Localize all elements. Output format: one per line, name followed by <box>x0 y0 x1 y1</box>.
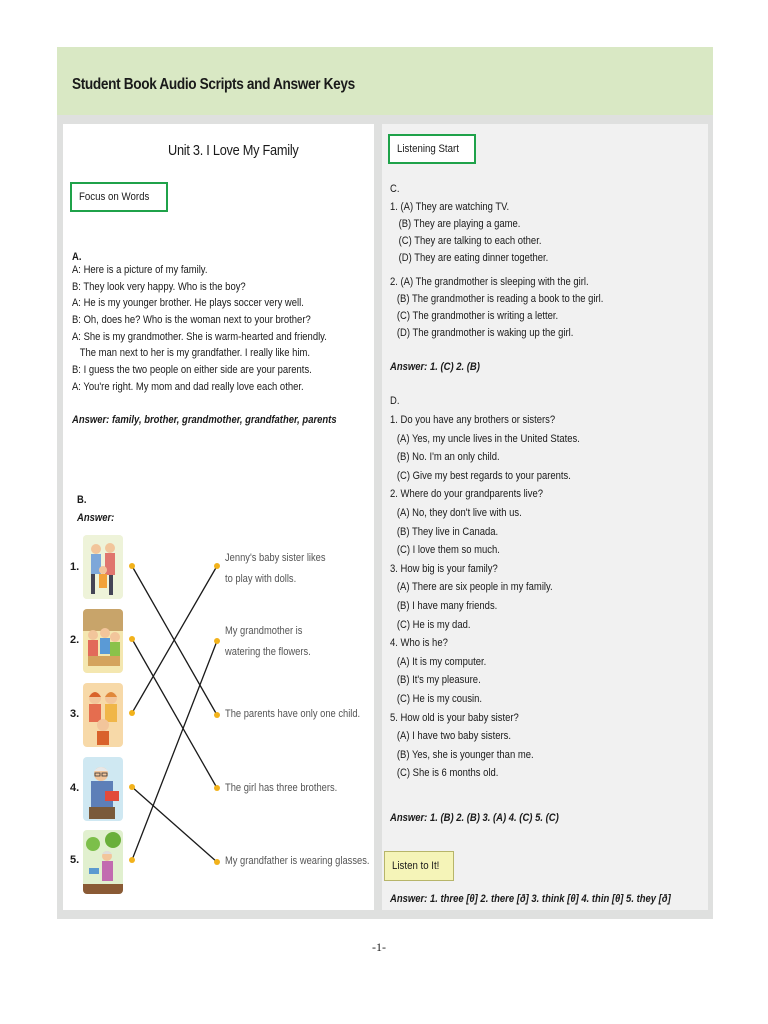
question-line: (A) Yes, my uncle lives in the United States. <box>396 432 580 445</box>
right-match-dot <box>214 859 220 865</box>
section-c-answer: Answer: 1. (C) 2. (B) <box>390 361 480 373</box>
question-line: (B) They are playing a game. <box>398 218 521 230</box>
page-number: -1- <box>372 940 386 954</box>
question-line: 2. (A) The grandmother is sleeping with the girl. <box>390 276 589 288</box>
dialogue-line: B: They look very happy. Who is the boy? <box>72 280 246 293</box>
question-line: 2. Where do your grandparents live? <box>390 488 544 501</box>
question-line: (B) No. I'm an only child. <box>396 451 500 464</box>
question-line: (B) It's my pleasure. <box>396 674 481 687</box>
dialogue-line: A: You're right. My mom and dad really love each other. <box>72 380 304 393</box>
question-line: (C) He is my dad. <box>396 618 471 631</box>
focus-on-words-tag: Focus on Words <box>70 182 168 212</box>
right-match-dot <box>214 638 220 644</box>
match-line <box>132 641 217 860</box>
question-line: 1. (A) They are watching TV. <box>390 201 510 213</box>
match-line <box>132 639 217 788</box>
match-sentence: My grandmother is watering the flowers. <box>225 625 311 658</box>
section-a-answer: Answer: family, brother, grandmother, grandfather, parents <box>72 414 337 426</box>
item-number: 3. <box>70 708 80 720</box>
section-c-label: C. <box>390 183 400 195</box>
listening-start-tag: Listening Start <box>388 134 476 164</box>
left-match-dot <box>129 636 135 642</box>
left-match-dot <box>129 857 135 863</box>
section-a-label: A. <box>72 251 82 263</box>
section-d-label: D. <box>390 395 400 407</box>
question-line: (B) I have many friends. <box>396 599 498 612</box>
question-line: (A) There are six people in my family. <box>396 581 553 594</box>
item-number: 1. <box>70 561 80 573</box>
match-sentence: The girl has three brothers. <box>225 782 338 794</box>
item-number: 5. <box>70 854 80 866</box>
question-line: (C) I love them so much. <box>396 544 500 557</box>
section-d-questions <box>390 411 580 783</box>
question-line: 1. Do you have any brothers or sisters? <box>390 414 556 426</box>
dialogue-line: A: He is my younger brother. He plays soccer very well. <box>72 297 304 310</box>
question-line: (A) I have two baby sisters. <box>396 730 511 743</box>
match-sentence: Jenny's baby sister likes to play with dolls. <box>225 552 326 585</box>
question-line: 3. How big is your family? <box>390 562 498 575</box>
question-line: (C) He is my cousin. <box>396 692 483 705</box>
listen-to-it-answer: Answer: 1. three [θ] 2. there [ð] 3. think [θ] 4. thin [θ] 5. they [ð] <box>390 893 671 905</box>
section-b-answer-label: Answer: <box>77 512 115 524</box>
question-line: (A) It is my computer. <box>396 655 487 668</box>
unit-title: Unit 3. I Love My Family <box>168 143 299 159</box>
dialogue-line: A: She is my grandmother. She is warm-hearted and friendly. <box>72 330 327 343</box>
right-match-dot <box>214 563 220 569</box>
question-line: (C) She is 6 months old. <box>396 767 499 780</box>
question-line: (C) Give my best regards to your parents. <box>396 469 571 482</box>
question-line: (C) They are talking to each other. <box>398 235 542 247</box>
left-match-dot <box>129 563 135 569</box>
match-sentence: My grandfather is wearing glasses. <box>225 855 370 867</box>
right-match-dot <box>214 712 220 718</box>
section-b-label: B. <box>77 494 87 506</box>
dialogue-line: The man next to her is my grandfather. I really like him. <box>79 347 311 360</box>
section-c-questions <box>390 199 603 342</box>
left-match-dot <box>129 784 135 790</box>
item-number: 4. <box>70 782 80 794</box>
right-match-dot <box>214 785 220 791</box>
dialogue-line: B: I guess the two people on either side are your parents. <box>72 364 312 377</box>
question-line: (D) The grandmother is waking up the girl. <box>396 327 574 339</box>
item-number: 2. <box>70 634 80 646</box>
question-line: (A) No, they don't live with us. <box>396 506 522 519</box>
question-line: 4. Who is he? <box>390 637 448 650</box>
question-line: (B) The grandmother is reading a book to the girl. <box>396 293 604 305</box>
page-title: Student Book Audio Scripts and Answer Keys <box>72 76 355 93</box>
section-d-answer: Answer: 1. (B) 2. (B) 3. (A) 4. (C) 5. (C) <box>390 812 559 824</box>
dialogue-line: B: Oh, does he? Who is the woman next to your brother? <box>72 314 311 327</box>
match-line <box>132 787 217 862</box>
question-line: (B) Yes, she is younger than me. <box>396 748 534 761</box>
match-sentence: The parents have only one child. <box>225 708 361 720</box>
question-line: (C) The grandmother is writing a letter. <box>396 310 559 322</box>
listen-to-it-tag: Listen to It! <box>384 851 454 881</box>
question-line: (D) They are eating dinner together. <box>398 252 549 264</box>
question-line: 5. How old is your baby sister? <box>390 711 519 724</box>
left-match-dot <box>129 710 135 716</box>
dialogue-line: A: Here is a picture of my family. <box>72 264 208 276</box>
question-line: (B) They live in Canada. <box>396 525 499 538</box>
